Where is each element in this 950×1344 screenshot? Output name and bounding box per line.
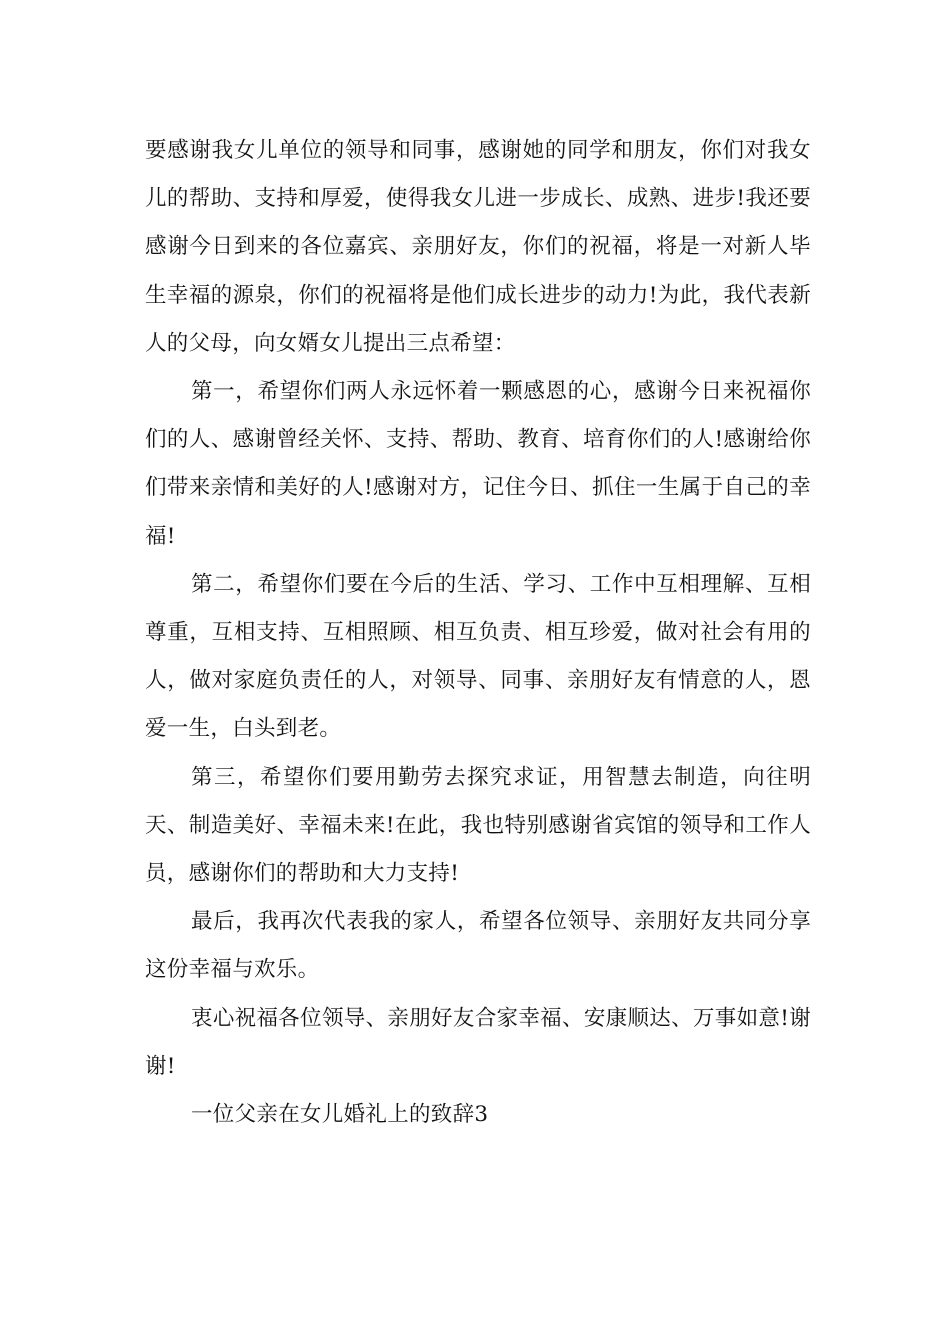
section-heading: 一位父亲在女儿婚礼上的致辞3 (191, 1102, 489, 1128)
document-body (145, 127, 811, 1139)
paragraph-hope-first: 第一，希望你们两人永远怀着一颗感恩的心，感谢今日来祝福你们的人、感谢曾经关怀、支持、帮助、教育、培育你们的人!感谢给你们带来亲情和美好的人!感谢对方，记住今日、抓住一生属于自己的幸福! (145, 379, 811, 549)
paragraph-hope-second: 第二，希望你们要在今后的生活、学习、工作中互相理解、互相尊重，互相支持、互相照顾、相互负责、相互珍爱，做对社会有用的人，做对家庭负责任的人，对领导、同事、亲朋好友有情意的人，恩爱一生，白头到老。 (145, 571, 811, 742)
paragraph-blessing: 衷心祝福各位领导、亲朋好友合家幸福、安康顺达、万事如意!谢谢! (145, 1005, 811, 1079)
paragraph-thanks: 要感谢我女儿单位的领导和同事，感谢她的同学和朋友，你们对我女儿的帮助、支持和厚爱，使得我女儿进一步成长、成熟、进步!我还要感谢今日到来的各位嘉宾、亲朋好友，你们的祝福，将是一对新人毕生幸福的源泉，你们的祝福将是他们成长进步的动力!为此，我代表新人的父母，向女婿女儿提出三点希望： (145, 138, 811, 356)
paragraph-closing: 最后，我再次代表我的家人，希望各位领导、亲朋好友共同分享这份幸福与欢乐。 (145, 909, 811, 983)
paragraph-hope-third: 第三，希望你们要用勤劳去探究求证，用智慧去制造，向往明天、制造美好、幸福未来!在此，我也特别感谢省宾馆的领导和工作人员，感谢你们的帮助和大力支持! (145, 764, 811, 887)
